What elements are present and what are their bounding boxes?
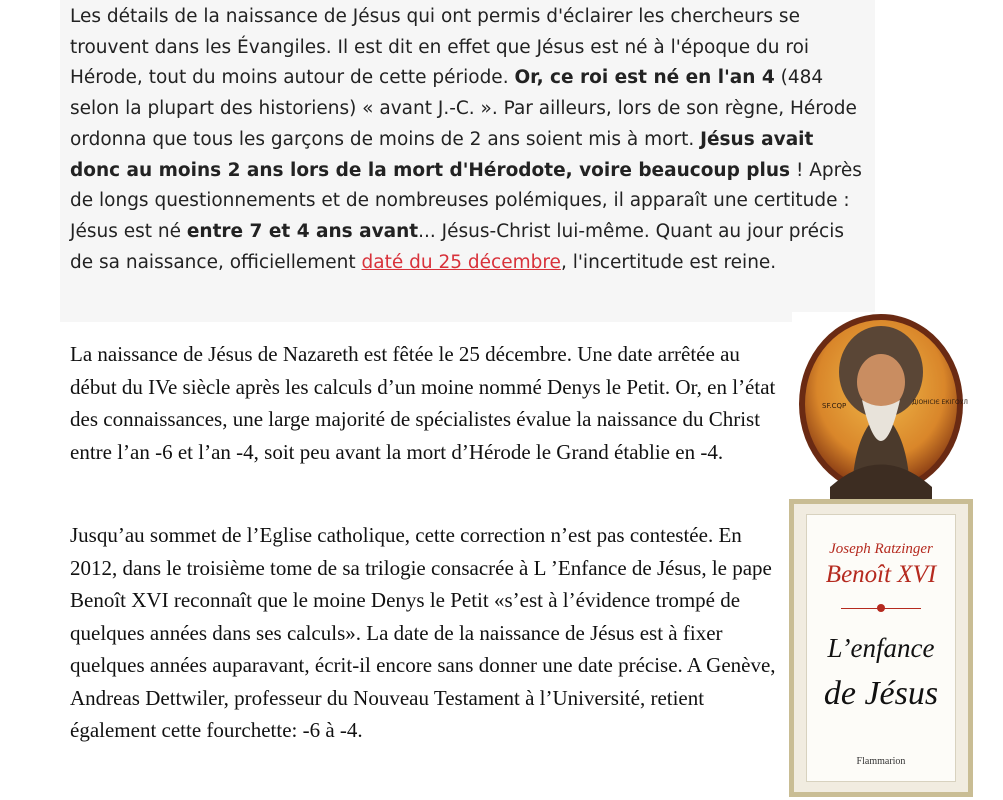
intro-text-5: , l'incertitude est reine. — [560, 251, 777, 273]
book-title-line2: de Jésus — [823, 675, 939, 712]
book-author-name: Joseph Ratzinger — [829, 541, 933, 557]
intro-text-2: (484 selon la plupart des historiens) « avant J.-C. ». Par ailleurs, lors de son règne, Hérode ordonna que tous les garçons de moins de 2 ans soient mis à mort. — [70, 67, 857, 150]
intro-text-1: Les détails de la naissance de Jésus qui ont permis d'éclairer les chercheurs se trouvent dans les Évangiles. Il est dit en effet que Jésus est né à l'époque du roi Hérode, tout du moins autour de cette période. — [70, 6, 810, 89]
icon-illustration — [792, 312, 970, 499]
book-title-line1: L’enfance — [827, 633, 935, 663]
denys-icon-image — [792, 312, 970, 499]
book-cover-inner — [806, 514, 956, 782]
book-divider-dot — [877, 604, 885, 612]
intro-bold-2: Jésus avait donc au moins 2 ans lors de la mort d'Hérodote, voire beaucoup plus — [70, 128, 814, 181]
book-cover-image — [789, 499, 973, 797]
paragraph-birth-date — [70, 338, 790, 468]
intro-text-3: ! Après de longs questionnements et de nombreuses polémiques, il apparaît une certitude : Jésus est né — [70, 159, 862, 242]
intro-bold-1: Or, ce roi est né en l'an 4 — [514, 67, 775, 89]
intro-article-excerpt — [60, 0, 875, 322]
paragraph-text: Jusqu’au sommet de l’Eglise catholique, cette correction n’est pas contestée. En 2012, dans le troisième tome de sa trilogie consacrée à L ’Enfance de Jésus, le pape Benoît XVI reconnaît que le moine Denys le Petit «s’est à l’évidence trompé de quelques années dans ses calculs». La date de la naissance de Jésus est à fixer quelques années auparavant, écrit-il encore sans donner une date précise. A Genève, Andreas Dettwiler, professeur du Nouveau Testament à l’Université, retient également cette fourchette: -6 à -4. — [70, 523, 776, 742]
icon-inscription-left: SF.CQP — [822, 402, 847, 410]
paragraph-catholic-church — [70, 519, 790, 747]
icon-inscription-right: ДІОНІСІЄ ЕКІГОУЛ — [912, 399, 968, 406]
intro-text-4: ... Jésus-Christ lui-même. Quant au jour précis de sa naissance, officiellement — [70, 220, 844, 273]
book-publisher: Flammarion — [856, 756, 906, 767]
paragraph-text: La naissance de Jésus de Nazareth est fêtée le 25 décembre. Une date arrêtée au début du IVe siècle après les calculs d’un moine nommé Denys le Petit. Or, en l’état des connaissances, une large majorité de spécialistes évalue la naissance du Christ entre l’an -6 et l’an -4, soit peu avant la mort d’Hérode le Grand établie en -4. — [70, 342, 776, 464]
date-link[interactable]: daté du 25 décembre — [361, 251, 561, 273]
intro-paragraph — [70, 2, 863, 278]
intro-bold-3: entre 7 et 4 ans avant — [186, 220, 419, 242]
book-author-title: Benoît XVI — [825, 561, 937, 588]
